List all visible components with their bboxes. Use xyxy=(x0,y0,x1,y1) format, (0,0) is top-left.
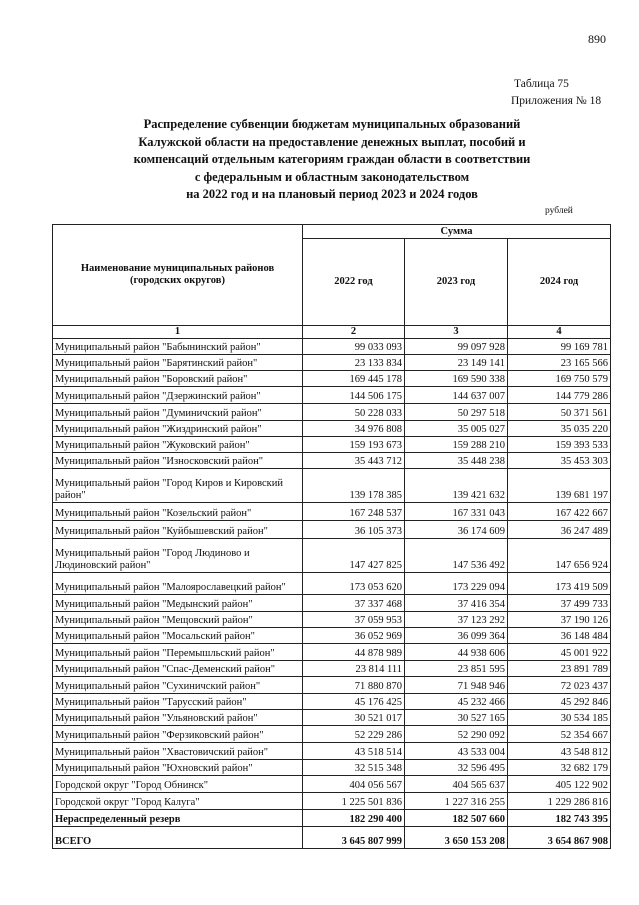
table-row xyxy=(53,339,611,355)
table-row xyxy=(53,573,611,595)
table-row xyxy=(53,760,611,776)
table-row xyxy=(53,710,611,726)
amount-2022: 36 052 969 xyxy=(303,628,405,644)
row-name: Муниципальный район "Мосальский район" xyxy=(53,628,303,644)
amount-2023: 404 565 637 xyxy=(405,776,508,793)
column-number: 3 xyxy=(405,326,508,339)
amount-2024: 35 035 220 xyxy=(508,421,611,437)
header-name-column: Наименование муниципальных районов (городских округов) xyxy=(53,225,303,326)
page-number: 890 xyxy=(588,32,606,46)
amount-2022: 32 515 348 xyxy=(303,760,405,776)
row-name: Муниципальный район "Ферзиковский район" xyxy=(53,726,303,743)
amount-2024: 159 393 533 xyxy=(508,437,611,453)
row-name: Муниципальный район "Сухиничский район" xyxy=(53,677,303,694)
table-row xyxy=(53,726,611,743)
header-year-2022: 2022 год xyxy=(303,239,405,326)
amount-2023: 35 448 238 xyxy=(405,453,508,469)
amount-2023: 139 421 632 xyxy=(405,469,508,503)
amount-2024: 36 148 484 xyxy=(508,628,611,644)
amount-2022: 30 521 017 xyxy=(303,710,405,726)
table-row xyxy=(53,437,611,453)
amount-2024: 1 229 286 816 xyxy=(508,793,611,810)
table-row xyxy=(53,776,611,793)
amount-2024: 43 548 812 xyxy=(508,743,611,760)
subvention-table xyxy=(52,224,611,849)
row-name: Муниципальный район "Спас-Деменский район" xyxy=(53,661,303,677)
amount-2024: 147 656 924 xyxy=(508,539,611,573)
row-name: Муниципальный район "Ульяновский район" xyxy=(53,710,303,726)
amount-2023: 35 005 027 xyxy=(405,421,508,437)
amount-2023: 144 637 007 xyxy=(405,387,508,404)
amount-2024: 52 354 667 xyxy=(508,726,611,743)
column-number: 4 xyxy=(508,326,611,339)
table-label: Таблица 75 xyxy=(514,78,569,90)
row-name: Муниципальный район "Перемышльский район" xyxy=(53,644,303,661)
amount-2024: 30 534 185 xyxy=(508,710,611,726)
row-name: Нераспределенный резерв xyxy=(53,810,303,827)
amount-2024: 144 779 286 xyxy=(508,387,611,404)
row-name: Муниципальный район "Козельский район" xyxy=(53,503,303,521)
amount-2023: 37 416 354 xyxy=(405,595,508,612)
table-row xyxy=(53,355,611,371)
amount-2022: 36 105 373 xyxy=(303,521,405,539)
row-name: Муниципальный район "Медынский район" xyxy=(53,595,303,612)
row-name: Муниципальный район "Юхновский район" xyxy=(53,760,303,776)
title-line: компенсаций отдельным категориям граждан области в соответствии xyxy=(133,152,531,166)
row-name: ВСЕГО xyxy=(53,827,303,849)
row-name: Муниципальный район "Город Киров и Кировский район" xyxy=(53,469,303,503)
amount-2022: 37 059 953 xyxy=(303,612,405,628)
amount-2022: 50 228 033 xyxy=(303,404,405,421)
amount-2022: 52 229 286 xyxy=(303,726,405,743)
table-row xyxy=(53,793,611,810)
title-line: Распределение субвенции бюджетам муниципальных образований xyxy=(143,117,521,131)
amount-2024: 3 654 867 908 xyxy=(508,827,611,849)
table-row xyxy=(53,521,611,539)
header-year-2024: 2024 год xyxy=(508,239,611,326)
amount-2024: 36 247 489 xyxy=(508,521,611,539)
amount-2024: 167 422 667 xyxy=(508,503,611,521)
row-name: Муниципальный район "Мещовский район" xyxy=(53,612,303,628)
amount-2022: 44 878 989 xyxy=(303,644,405,661)
table-row xyxy=(53,421,611,437)
amount-2024: 173 419 509 xyxy=(508,573,611,595)
amount-2022: 1 225 501 836 xyxy=(303,793,405,810)
amount-2024: 139 681 197 xyxy=(508,469,611,503)
amount-2023: 52 290 092 xyxy=(405,726,508,743)
amount-2023: 30 527 165 xyxy=(405,710,508,726)
amount-2024: 72 023 437 xyxy=(508,677,611,694)
row-name: Городской округ "Город Калуга" xyxy=(53,793,303,810)
row-name: Муниципальный район "Тарусский район" xyxy=(53,694,303,710)
row-name: Муниципальный район "Барятинский район" xyxy=(53,355,303,371)
amount-2024: 45 001 922 xyxy=(508,644,611,661)
amount-2022: 3 645 807 999 xyxy=(303,827,405,849)
table-row xyxy=(53,503,611,521)
amount-2022: 37 337 468 xyxy=(303,595,405,612)
amount-2022: 99 033 093 xyxy=(303,339,405,355)
amount-2022: 71 880 870 xyxy=(303,677,405,694)
header-year-2023: 2023 год xyxy=(405,239,508,326)
amount-2023: 50 297 518 xyxy=(405,404,508,421)
table-row xyxy=(53,661,611,677)
amount-2022: 34 976 808 xyxy=(303,421,405,437)
amount-2023: 37 123 292 xyxy=(405,612,508,628)
table-row xyxy=(53,694,611,710)
amount-2022: 169 445 178 xyxy=(303,371,405,387)
table-row xyxy=(53,743,611,760)
amount-2024: 169 750 579 xyxy=(508,371,611,387)
amount-2022: 139 178 385 xyxy=(303,469,405,503)
amount-2022: 45 176 425 xyxy=(303,694,405,710)
row-name: Городской округ "Город Обнинск" xyxy=(53,776,303,793)
amount-2023: 182 507 660 xyxy=(405,810,508,827)
amount-2022: 23 133 834 xyxy=(303,355,405,371)
document-title xyxy=(92,116,572,204)
amount-2024: 23 165 566 xyxy=(508,355,611,371)
amount-2024: 405 122 902 xyxy=(508,776,611,793)
title-line: с федеральным и областным законодательством xyxy=(194,169,470,184)
row-name: Муниципальный район "Малоярославецкий район" xyxy=(53,573,303,595)
amount-2023: 3 650 153 208 xyxy=(405,827,508,849)
amount-2023: 159 288 210 xyxy=(405,437,508,453)
amount-2023: 45 232 466 xyxy=(405,694,508,710)
title-line: Калужской области на предоставление денежных выплат, пособий и xyxy=(138,134,526,149)
amount-2023: 169 590 338 xyxy=(405,371,508,387)
amount-2022: 43 518 514 xyxy=(303,743,405,760)
amount-2023: 167 331 043 xyxy=(405,503,508,521)
table-row xyxy=(53,628,611,644)
row-name: Муниципальный район "Износковский район" xyxy=(53,453,303,469)
column-number: 1 xyxy=(53,326,303,339)
table-row xyxy=(53,404,611,421)
row-name: Муниципальный район "Боровский район" xyxy=(53,371,303,387)
amount-2023: 44 938 606 xyxy=(405,644,508,661)
amount-2022: 144 506 175 xyxy=(303,387,405,404)
row-name: Муниципальный район "Дзержинский район" xyxy=(53,387,303,404)
column-number: 2 xyxy=(303,326,405,339)
table-row xyxy=(53,644,611,661)
table-row xyxy=(53,387,611,404)
header-sum: Сумма xyxy=(303,225,611,239)
amount-2022: 147 427 825 xyxy=(303,539,405,573)
amount-2022: 404 056 567 xyxy=(303,776,405,793)
table-row xyxy=(53,469,611,503)
table-row xyxy=(53,677,611,694)
table-row xyxy=(53,827,611,849)
amount-2024: 37 499 733 xyxy=(508,595,611,612)
units-label: рублей xyxy=(545,206,573,216)
amount-2023: 99 097 928 xyxy=(405,339,508,355)
amount-2024: 182 743 395 xyxy=(508,810,611,827)
amount-2024: 32 682 179 xyxy=(508,760,611,776)
row-name: Муниципальный район "Жиздринский район" xyxy=(53,421,303,437)
appendix-label: Приложения № 18 xyxy=(511,95,602,107)
table-row xyxy=(53,612,611,628)
amount-2023: 1 227 316 255 xyxy=(405,793,508,810)
amount-2023: 173 229 094 xyxy=(405,573,508,595)
amount-2023: 36 174 609 xyxy=(405,521,508,539)
amount-2023: 147 536 492 xyxy=(405,539,508,573)
amount-2023: 23 851 595 xyxy=(405,661,508,677)
amount-2023: 36 099 364 xyxy=(405,628,508,644)
amount-2024: 37 190 126 xyxy=(508,612,611,628)
table-row xyxy=(53,453,611,469)
amount-2022: 35 443 712 xyxy=(303,453,405,469)
row-name: Муниципальный район "Жуковский район" xyxy=(53,437,303,453)
amount-2024: 99 169 781 xyxy=(508,339,611,355)
table-row xyxy=(53,371,611,387)
amount-2024: 35 453 303 xyxy=(508,453,611,469)
amount-2022: 182 290 400 xyxy=(303,810,405,827)
amount-2023: 43 533 004 xyxy=(405,743,508,760)
amount-2022: 173 053 620 xyxy=(303,573,405,595)
table-row xyxy=(53,595,611,612)
amount-2022: 23 814 111 xyxy=(303,661,405,677)
row-name: Муниципальный район "Куйбышевский район" xyxy=(53,521,303,539)
amount-2024: 50 371 561 xyxy=(508,404,611,421)
amount-2022: 167 248 537 xyxy=(303,503,405,521)
row-name: Муниципальный район "Город Людиново и Людиновский район" xyxy=(53,539,303,573)
table-row xyxy=(53,539,611,573)
amount-2023: 71 948 946 xyxy=(405,677,508,694)
amount-2023: 23 149 141 xyxy=(405,355,508,371)
amount-2023: 32 596 495 xyxy=(405,760,508,776)
amount-2022: 159 193 673 xyxy=(303,437,405,453)
amount-2024: 23 891 789 xyxy=(508,661,611,677)
table-row xyxy=(53,810,611,827)
row-name: Муниципальный район "Бабынинский район" xyxy=(53,339,303,355)
title-line: на 2022 год и на плановый период 2023 и 2024 годов xyxy=(186,187,478,201)
row-name: Муниципальный район "Думиничский район" xyxy=(53,404,303,421)
row-name: Муниципальный район "Хвастовичский район" xyxy=(53,743,303,760)
amount-2024: 45 292 846 xyxy=(508,694,611,710)
